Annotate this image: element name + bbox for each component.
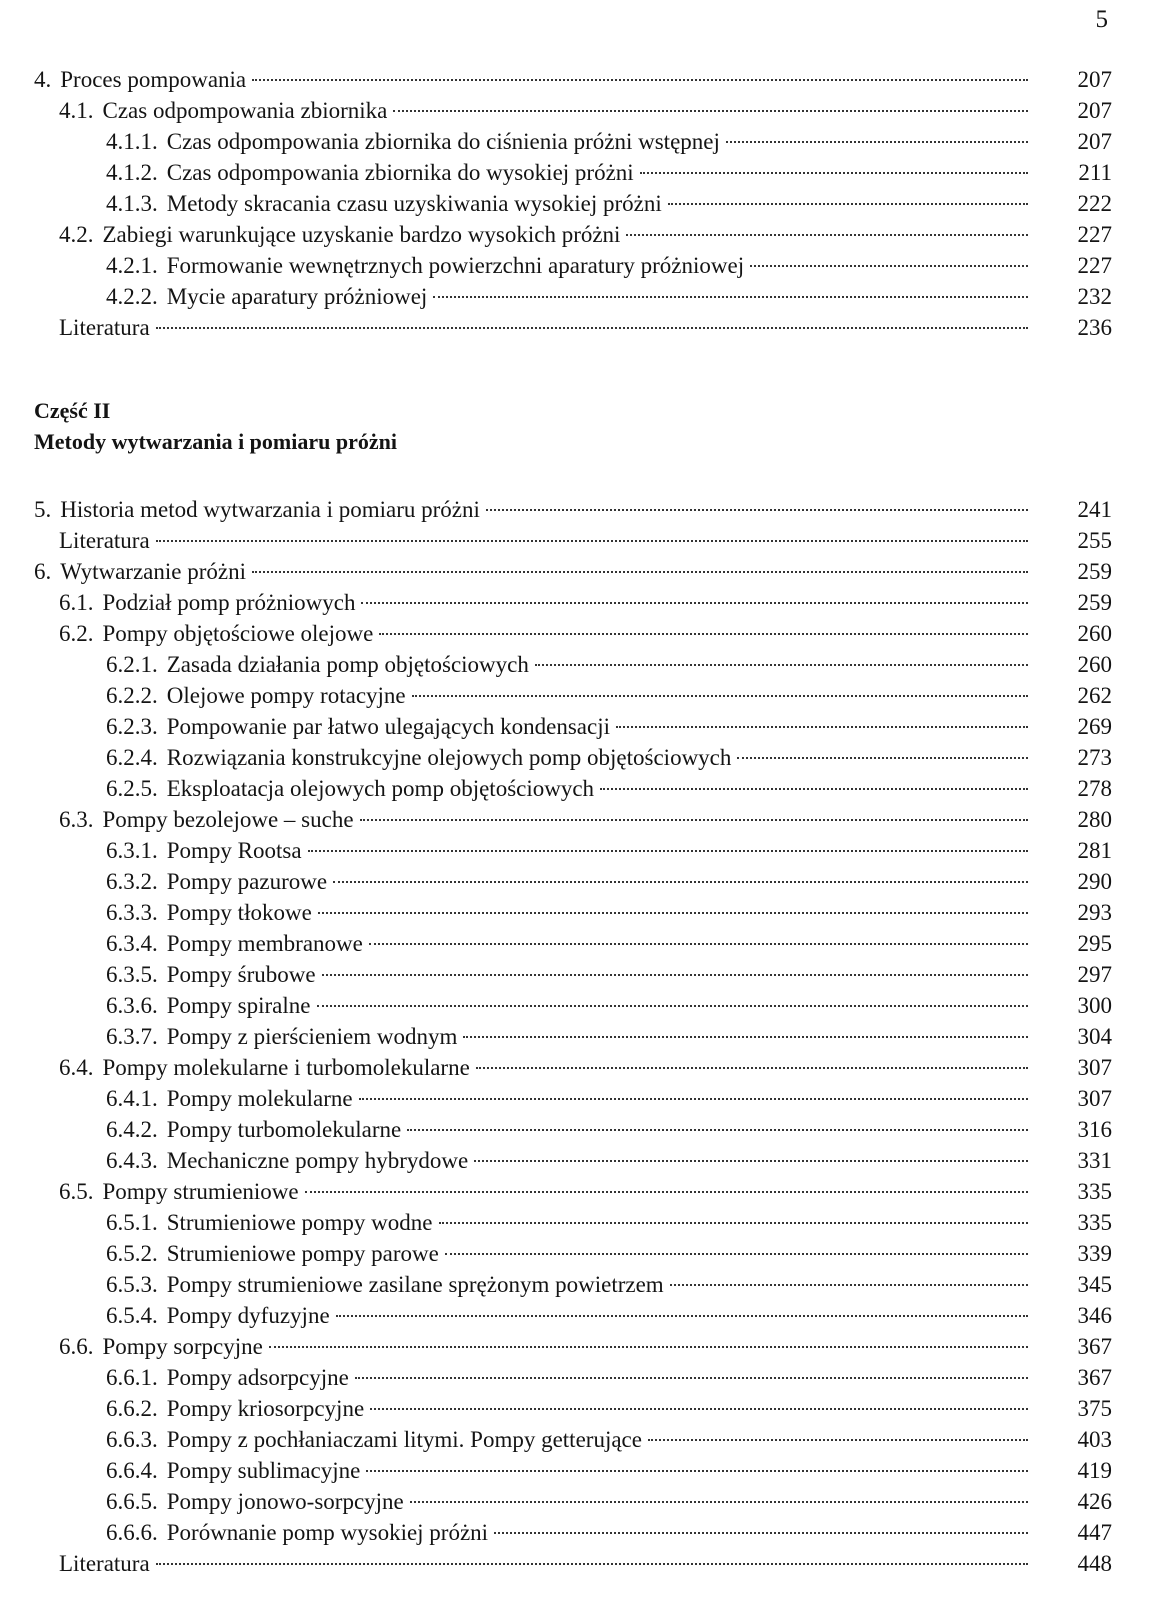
toc-leader-dots [600,788,1028,790]
toc-entry [0,494,1152,525]
toc-entry [0,1455,1152,1486]
toc-entry-number: 6.1. [59,590,94,615]
toc-leader-dots [252,79,1028,81]
toc-entry-title: Literatura [59,315,150,340]
toc-entry-page: 207 [1077,129,1112,154]
toc-entry [0,804,1152,835]
toc-entry [0,928,1152,959]
toc-entry [0,835,1152,866]
toc-entry-number: 6.2.3. [106,714,158,739]
toc-entry [0,556,1152,587]
toc-leader-dots [670,1284,1028,1286]
toc-entry-title: Mycie aparatury próżniowej [166,284,428,309]
toc-leader-dots [359,1098,1028,1100]
toc-leader-dots [322,974,1028,976]
toc-entry [0,1300,1152,1331]
toc-entry-title: Porównanie pomp wysokiej próżni [166,1520,489,1545]
toc-leader-dots [305,1191,1028,1193]
toc-entry-page: 260 [1077,652,1112,677]
toc-entry-title: Formowanie wewnętrznych powierzchni aparatury próżniowej [166,253,745,278]
toc-leader-dots [726,141,1028,143]
toc-entry-number: 6.5.2. [106,1241,158,1266]
toc-entry-title: Literatura [59,1551,150,1576]
toc-entry [0,95,1152,126]
toc-entry-title: Strumieniowe pompy parowe [166,1241,439,1266]
toc-entry-page: 346 [1077,1303,1112,1328]
toc-entry-title: Pompowanie par łatwo ulegających kondensacji [166,714,610,739]
toc-entry-page: 260 [1077,621,1112,646]
toc-entry [0,1114,1152,1145]
toc-leader-dots [336,1315,1028,1317]
toc-leader-dots [463,1036,1028,1038]
toc-entry-page: 307 [1077,1055,1112,1080]
toc-entry-page: 227 [1077,222,1112,247]
toc-entry-page: 269 [1077,714,1112,739]
toc-entry [0,281,1152,312]
toc-entry-page: 367 [1077,1365,1112,1390]
toc-entry [0,126,1152,157]
toc-entry-title: Pompy z pierścieniem wodnym [166,1024,458,1049]
toc-entry [0,742,1152,773]
toc-entry-number: 6.6. [59,1334,94,1359]
toc-entry-number: 6.2. [59,621,94,646]
toc-leader-dots [366,1470,1028,1472]
toc-entry-title: Zabiegi warunkujące uzyskanie bardzo wysokich próżni [102,222,621,247]
toc-entry-number: 6.4.1. [106,1086,158,1111]
toc-entry-page: 281 [1077,838,1112,863]
toc-entry-number: 6.4. [59,1055,94,1080]
toc-entry-number: 4. [34,67,52,92]
toc-entry-number: 5. [34,497,52,522]
toc-entry [0,1331,1152,1362]
toc-entry-page: 222 [1077,191,1112,216]
toc-entry-title: Pompy molekularne [166,1086,353,1111]
page-number: 5 [1095,6,1108,33]
toc-entry [0,1424,1152,1455]
toc-entry [0,897,1152,928]
toc-entry [0,866,1152,897]
toc-entry-page: 273 [1077,745,1112,770]
toc-leader-dots [317,1005,1029,1007]
toc-leader-dots [439,1222,1029,1224]
toc-entry-number: 4.2.1. [106,253,158,278]
toc-entry-title: Pompy jonowo-sorpcyjne [166,1489,404,1514]
toc-entry-number: 4.2.2. [106,284,158,309]
toc-entry-number: 6.6.5. [106,1489,158,1514]
toc-entry-title: Metody skracania czasu uzyskiwania wysokiej próżni [166,191,662,216]
toc-entry-title: Pompy spiralne [166,993,311,1018]
toc-entry [0,1362,1152,1393]
toc-entry [0,587,1152,618]
toc-entry [0,1486,1152,1517]
toc-entry-page: 367 [1077,1334,1112,1359]
toc-entry-page: 447 [1077,1520,1112,1545]
toc-leader-dots [486,509,1028,511]
toc-entry-number: 6.3.1. [106,838,158,863]
toc-entry-title: Pompy turbomolekularne [166,1117,402,1142]
toc-entry-title: Proces pompowania [60,67,247,92]
toc-entry [0,1269,1152,1300]
toc-entry-number: 6.5.4. [106,1303,158,1328]
toc-entry-page: 307 [1077,1086,1112,1111]
toc-entry-page: 280 [1077,807,1112,832]
toc-leader-dots [361,602,1028,604]
toc-entry-number: 4.1. [59,98,94,123]
toc-entry-page: 207 [1077,67,1112,92]
toc-entry-page: 426 [1077,1489,1112,1514]
toc-entry-title: Pompy bezolejowe – suche [102,807,354,832]
toc-entry-title: Pompy membranowe [166,931,363,956]
toc-entry-page: 255 [1077,528,1112,553]
toc-leader-dots [410,1501,1028,1503]
toc-leader-dots [494,1532,1028,1534]
toc-entry-page: 297 [1077,962,1112,987]
toc-entry-number: 6.3.3. [106,900,158,925]
toc-entry [0,312,1152,343]
toc-entry [0,1176,1152,1207]
toc-entry-title: Pompy dyfuzyjne [166,1303,330,1328]
toc-leader-dots [369,943,1028,945]
toc-entry-page: 300 [1077,993,1112,1018]
toc-leader-dots [616,726,1028,728]
toc-entry [0,1083,1152,1114]
toc-entry-title: Pompy objętościowe olejowe [102,621,374,646]
toc-leader-dots [433,296,1028,298]
toc-entry-title: Pompy pazurowe [166,869,328,894]
toc-entry-page: 262 [1077,683,1112,708]
toc-entry-number: 4.2. [59,222,94,247]
toc-leader-dots [355,1377,1028,1379]
toc-entry-title: Pompy z pochłaniaczami litymi. Pompy getterujące [166,1427,642,1452]
toc-entry-page: 335 [1077,1179,1112,1204]
toc-entry-page: 403 [1077,1427,1112,1452]
toc-entry-page: 448 [1077,1551,1112,1576]
toc-entry [0,773,1152,804]
toc-entry-number: 6.6.6. [106,1520,158,1545]
toc-entry-number: 6.3.6. [106,993,158,1018]
toc-leader-dots [648,1439,1028,1441]
toc-entry [0,1238,1152,1269]
toc-entry [0,1517,1152,1548]
toc-entry-number: 6.3.2. [106,869,158,894]
toc-entry [0,618,1152,649]
toc-entry-number: 6.6.2. [106,1396,158,1421]
toc-entry-title: Mechaniczne pompy hybrydowe [166,1148,469,1173]
toc-entry-number: 6.3.4. [106,931,158,956]
toc-entry-title: Pompy Rootsa [166,838,302,863]
toc-leader-dots [626,234,1028,236]
toc-entry-page: 227 [1077,253,1112,278]
toc-entry-title: Pompy sorpcyjne [102,1334,263,1359]
toc-entry-number: 6.5. [59,1179,94,1204]
toc-leader-dots [156,1563,1028,1565]
toc-leader-dots [412,695,1028,697]
toc-leader-dots [318,912,1028,914]
toc-entry-number: 6.2.4. [106,745,158,770]
toc-entry-page: 259 [1077,559,1112,584]
toc-leader-dots [445,1253,1028,1255]
toc-entry-title: Czas odpompowania zbiornika [102,98,388,123]
toc-entry-title: Czas odpompowania zbiornika do ciśnienia próżni wstępnej [166,129,720,154]
toc-entry [0,525,1152,556]
toc-leader-dots [737,757,1028,759]
toc-leader-dots [535,664,1028,666]
toc-entry [0,649,1152,680]
toc-entry-title: Pompy molekularne i turbomolekularne [102,1055,470,1080]
toc-entry [0,959,1152,990]
toc-entry [0,1548,1152,1579]
toc-entry-title: Olejowe pompy rotacyjne [166,683,406,708]
toc-entry-number: 6.5.1. [106,1210,158,1235]
toc-leader-dots [476,1067,1028,1069]
toc-entry-page: 293 [1077,900,1112,925]
toc-entry-page: 316 [1077,1117,1112,1142]
toc-leader-dots [750,265,1028,267]
toc-entry-page: 375 [1077,1396,1112,1421]
toc-entry-page: 335 [1077,1210,1112,1235]
toc-entry-page: 207 [1077,98,1112,123]
toc-entry-title: Pompy strumieniowe zasilane sprężonym powietrzem [166,1272,664,1297]
toc-entry-title: Eksploatacja olejowych pomp objętościowych [166,776,595,801]
toc-entry [0,250,1152,281]
toc-entry-number: 6.4.2. [106,1117,158,1142]
toc-entry-title: Podział pomp próżniowych [102,590,356,615]
toc-entry-page: 278 [1077,776,1112,801]
toc-leader-dots [156,327,1028,329]
toc-entry-page: 211 [1078,160,1112,185]
toc-entry-page: 295 [1077,931,1112,956]
toc-entry [0,1207,1152,1238]
toc-entry [0,1052,1152,1083]
toc-leader-dots [252,571,1028,573]
toc-entry-page: 304 [1077,1024,1112,1049]
toc-entry-title: Historia metod wytwarzania i pomiaru próżni [60,497,480,522]
toc-entry-number: 6.4.3. [106,1148,158,1173]
toc-entry-number: 6.3.7. [106,1024,158,1049]
toc-leader-dots [474,1160,1028,1162]
toc-entry-number: 4.1.1. [106,129,158,154]
toc-list-top [0,64,1152,343]
toc-leader-dots [360,819,1028,821]
toc-entry-title: Pompy kriosorpcyjne [166,1396,365,1421]
part-title: Część II [34,398,111,423]
toc-entry [0,219,1152,250]
toc-entry [0,1393,1152,1424]
toc-entry-number: 6.6.4. [106,1458,158,1483]
toc-entry-number: 6.6.3. [106,1427,158,1452]
toc-leader-dots [640,172,1028,174]
toc-entry-title: Pompy śrubowe [166,962,316,987]
toc-leader-dots [379,633,1028,635]
toc-leader-dots [308,850,1028,852]
toc-entry-page: 345 [1077,1272,1112,1297]
toc-entry-title: Literatura [59,528,150,553]
toc-entry-title: Czas odpompowania zbiornika do wysokiej próżni [166,160,634,185]
toc-entry-page: 331 [1077,1148,1112,1173]
toc-entry-number: 6.3.5. [106,962,158,987]
toc-leader-dots [668,203,1028,205]
toc-leader-dots [370,1408,1028,1410]
part-subtitle: Metody wytwarzania i pomiaru próżni [34,429,397,454]
toc-entry [0,188,1152,219]
toc-leader-dots [333,881,1028,883]
toc-entry-number: 6.2.2. [106,683,158,708]
toc-leader-dots [269,1346,1028,1348]
toc-entry-number: 6.3. [59,807,94,832]
toc-entry-page: 290 [1077,869,1112,894]
toc-entry-title: Pompy sublimacyjne [166,1458,361,1483]
toc-entry [0,157,1152,188]
toc-entry [0,64,1152,95]
toc-entry-page: 241 [1077,497,1112,522]
toc-entry-page: 232 [1077,284,1112,309]
toc-entry [0,711,1152,742]
toc-entry-page: 339 [1077,1241,1112,1266]
toc-entry-title: Pompy tłokowe [166,900,312,925]
toc-entry-number: 4.1.3. [106,191,158,216]
toc-entry-title: Pompy adsorpcyjne [166,1365,349,1390]
toc-entry-number: 6.5.3. [106,1272,158,1297]
toc-entry-number: 6. [34,559,52,584]
toc-entry-number: 6.6.1. [106,1365,158,1390]
toc-leader-dots [407,1129,1028,1131]
toc-entry-number: 6.2.1. [106,652,158,677]
toc-entry-title: Rozwiązania konstrukcyjne olejowych pomp objętościowych [166,745,732,770]
toc-entry-number: 6.2.5. [106,776,158,801]
toc-list-bottom [0,494,1152,1579]
toc-entry-title: Strumieniowe pompy wodne [166,1210,433,1235]
toc-entry-title: Zasada działania pomp objętościowych [166,652,529,677]
toc-entry-number: 4.1.2. [106,160,158,185]
toc-entry-title: Pompy strumieniowe [102,1179,299,1204]
toc-leader-dots [393,110,1028,112]
toc-entry [0,1021,1152,1052]
toc-entry-page: 259 [1077,590,1112,615]
toc-entry [0,990,1152,1021]
toc-entry [0,680,1152,711]
toc-entry-page: 236 [1077,315,1112,340]
toc-entry-page: 419 [1077,1458,1112,1483]
toc-entry [0,1145,1152,1176]
toc-entry-title: Wytwarzanie próżni [60,559,246,584]
toc-leader-dots [156,540,1028,542]
